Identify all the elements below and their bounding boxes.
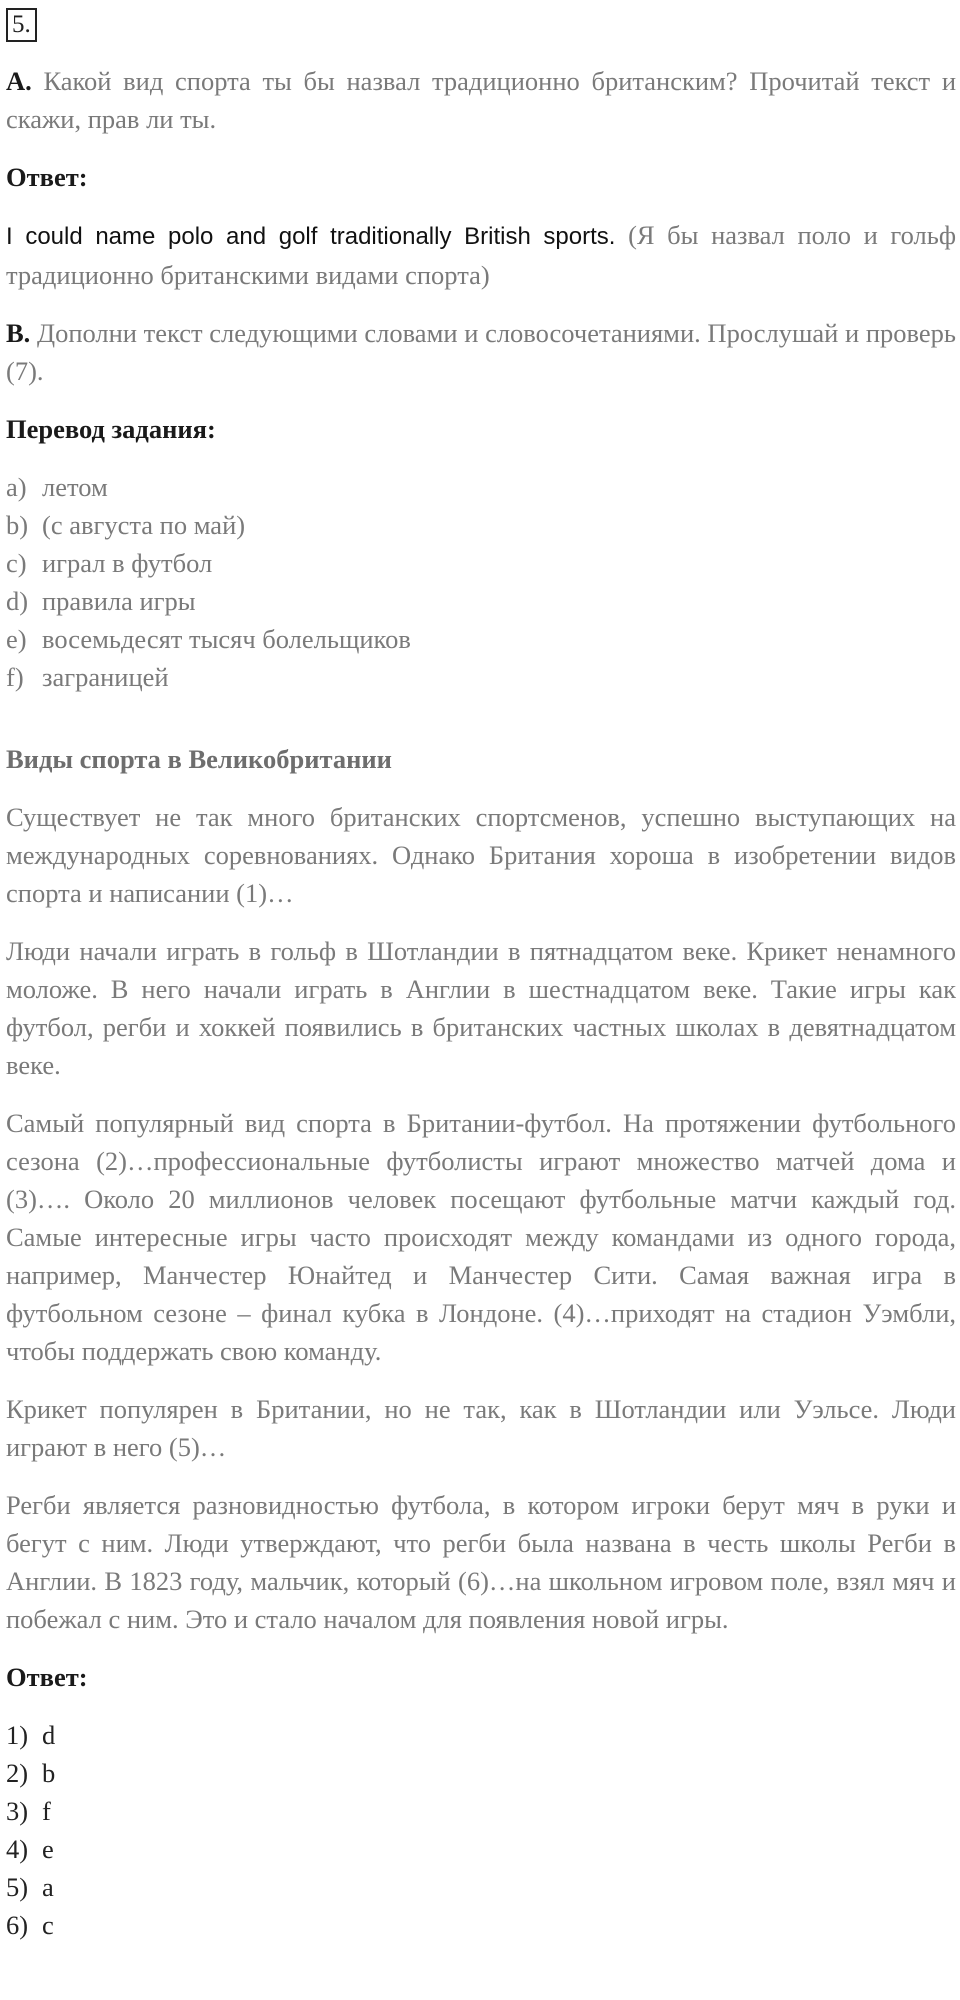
option-mark: b) (6, 510, 29, 540)
answer-heading-b: Ответ: (6, 1662, 88, 1692)
list-item (6, 544, 956, 582)
answer-a (6, 216, 956, 294)
answer-mark: 5) (6, 1872, 29, 1902)
list-item (6, 1830, 956, 1868)
text-paragraph-1: Существует не так много британских спортсменов, успешно выступающих на международных соревнованиях. Однако Британия хороша в изобретении видов спорта и написании (1)… (6, 802, 956, 908)
answer-value: c (42, 1910, 54, 1940)
answer-value: d (42, 1720, 56, 1750)
list-item (6, 468, 956, 506)
list-item (6, 582, 956, 620)
answers-list (6, 1716, 956, 1944)
list-item (6, 1906, 956, 1944)
part-b-question (6, 314, 956, 390)
answer-value: a (42, 1872, 54, 1902)
option-mark: c) (6, 548, 27, 578)
list-item (6, 658, 956, 696)
answer-value: f (42, 1796, 51, 1826)
part-b-letter: B. (6, 318, 31, 348)
list-item (6, 1868, 956, 1906)
option-mark: e) (6, 624, 27, 654)
option-mark: f) (6, 662, 24, 692)
option-mark: d) (6, 586, 29, 616)
text-paragraph-5: Регби является разновидностью футбола, в котором игроки берут мяч в руки и бегут с ним. Люди утверждают, что регби была названа в честь школы Регби в Англии. В 1823 году, мальчик, который (6)…на школьном игровом поле, взял мяч и побежал с ним. Это и стало началом для появления новой игры. (6, 1490, 956, 1634)
answer-heading-a: Ответ: (6, 162, 88, 192)
option-text: играл в футбол (42, 548, 213, 578)
list-item (6, 1792, 956, 1830)
answer-mark: 4) (6, 1834, 29, 1864)
option-text: правила игры (42, 586, 196, 616)
answer-a-english: I could name polo and golf traditionally British sports. (6, 223, 616, 250)
option-text: (с августа по май) (42, 510, 246, 540)
answer-mark: 1) (6, 1720, 29, 1750)
option-text: заграницей (42, 662, 169, 692)
list-item (6, 1754, 956, 1792)
option-text: летом (42, 472, 108, 502)
answer-mark: 6) (6, 1910, 29, 1940)
answer-mark: 2) (6, 1758, 29, 1788)
text-paragraph-3: Самый популярный вид спорта в Британии-футбол. На протяжении футбольного сезона (2)…профессиональные футболисты играют множество матчей дома и (3)…. Около 20 миллионов человек посещают футбольные матчи каждый год. Самые интересные игры часто происходят между командами из одного города, например, Манчестер Юнайтед и Манчестер Сити. Самая важная игра в футбольном сезоне – финал кубка в Лондоне. (4)…приходят на стадион Уэмбли, чтобы поддержать свою команду. (6, 1108, 956, 1366)
part-a-letter: A. (6, 66, 32, 96)
option-text: восемьдесят тысяч болельщиков (42, 624, 411, 654)
text-paragraph-4: Крикет популярен в Британии, но не так, как в Шотландии или Уэльсе. Люди играют в него (5)… (6, 1394, 956, 1462)
list-item (6, 506, 956, 544)
options-list (6, 468, 956, 696)
part-a-question (6, 62, 956, 138)
text-title: Виды спорта в Великобритании (6, 744, 392, 774)
answer-a-russian: (Я бы назвал поло и гольф традиционно британскими видами спорта) (6, 220, 956, 290)
list-item (6, 1716, 956, 1754)
task-number-box: 5. (6, 8, 37, 42)
list-item (6, 620, 956, 658)
answer-value: e (42, 1834, 54, 1864)
answer-mark: 3) (6, 1796, 29, 1826)
translation-heading: Перевод задания: (6, 414, 216, 444)
part-a-text: Какой вид спорта ты бы назвал традиционно британским? Прочитай текст и скажи, прав ли ты. (6, 66, 956, 134)
answer-value: b (42, 1758, 56, 1788)
part-b-text: Дополни текст следующими словами и словосочетаниями. Прослушай и проверь (7). (6, 318, 956, 386)
exercise-page (6, 4, 956, 1944)
option-mark: a) (6, 472, 27, 502)
text-paragraph-2: Люди начали играть в гольф в Шотландии в пятнадцатом веке. Крикет ненамного моложе. В него начали играть в Англии в шестнадцатом веке. Такие игры как футбол, регби и хоккей появились в британских частных школах в девятнадцатом веке. (6, 936, 956, 1080)
